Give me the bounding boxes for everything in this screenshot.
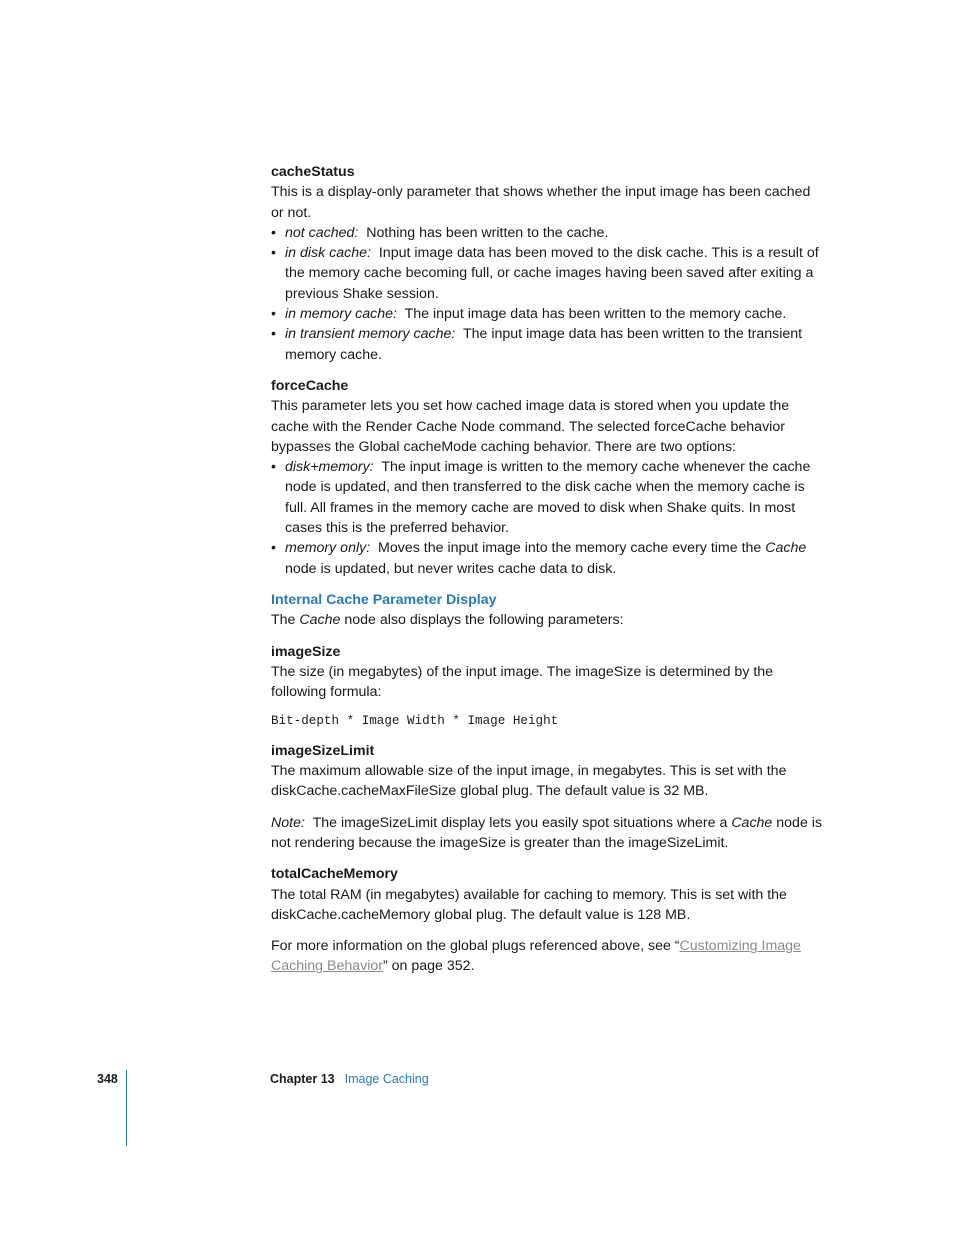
cachestatus-options-list <box>271 223 823 365</box>
chapter-label: Chapter 13 <box>270 1072 335 1086</box>
forcecache-options-list <box>271 457 823 579</box>
footer-chapter <box>270 1072 429 1086</box>
section-heading-forcecache: forceCache <box>271 377 349 394</box>
option-text: The input image data has been written to the memory cache. <box>404 306 787 323</box>
note-paragraph <box>271 813 823 854</box>
more-info-paragraph <box>271 936 823 977</box>
section-body-imagesize: The size (in megabytes) of the input image. The imageSize is determined by the following formula: <box>271 663 774 701</box>
list-item <box>271 243 823 304</box>
section-heading-imagesize: imageSize <box>271 643 341 660</box>
section-body-forcecache: This parameter lets you set how cached image data is stored when you update the cache with the Render Cache Node command. The selected forceCache behavior bypasses the Global cacheMode caching behavior. There are two options: <box>271 398 790 455</box>
option-term: not cached: <box>285 224 359 241</box>
more-info-text: ” on page 352. <box>383 958 475 975</box>
node-name: Cache <box>765 540 807 557</box>
section-body-internal-display <box>271 610 823 630</box>
more-info-text: For more information on the global plugs referenced above, see “ <box>271 938 680 955</box>
chapter-title: Image Caching <box>344 1072 429 1086</box>
option-term: in memory cache: <box>285 306 397 323</box>
body-text: The <box>271 612 296 629</box>
footer-divider <box>126 1070 127 1146</box>
page-number: 348 <box>97 1072 118 1086</box>
section-heading-cachestatus: cacheStatus <box>271 164 355 180</box>
note-text: The imageSizeLimit display lets you easily spot situations where a <box>312 814 728 831</box>
option-text: Moves the input image into the memory cache every time the <box>378 540 762 557</box>
list-item <box>271 538 823 579</box>
list-item <box>271 457 823 538</box>
bullet-icon: • <box>271 224 276 241</box>
section-body-imagesizelimit: The maximum allowable size of the input image, in megabytes. This is set with the diskCache.cacheMaxFileSize global plug. The default value is 32 MB. <box>271 763 787 800</box>
subsection-heading-internal-display: Internal Cache Parameter Display <box>271 591 497 608</box>
note-text: node is not rendering because the imageSize is greater than the imageSizeLimit. <box>271 814 823 851</box>
bullet-icon: • <box>271 326 276 343</box>
list-item <box>271 324 823 365</box>
section-body-totalcachememory: The total RAM (in megabytes) available for caching to memory. This is set with the diskCache.cacheMemory global plug. The default value is 128 MB. <box>271 886 787 923</box>
cross-reference-link[interactable]: Customizing Image Caching Behavior <box>271 938 801 975</box>
note-label: Note: <box>271 814 305 831</box>
bullet-icon: • <box>271 245 276 262</box>
section-heading-imagesizelimit: imageSizeLimit <box>271 742 375 759</box>
page-content <box>271 162 823 977</box>
list-item <box>271 304 823 324</box>
section-body-cachestatus: This is a display-only parameter that shows whether the input image has been cached or not. <box>271 184 811 221</box>
bullet-icon: • <box>271 459 276 476</box>
section-heading-totalcachememory: totalCacheMemory <box>271 866 398 883</box>
bullet-icon: • <box>271 306 276 323</box>
list-item <box>271 223 823 243</box>
option-term: in transient memory cache: <box>285 326 456 343</box>
option-text: Input image data has been moved to the disk cache. This is a result of the memory cache becoming full, or cache images having been saved after exiting a previous Shake session. <box>285 245 819 302</box>
node-name: Cache <box>731 814 773 831</box>
option-text: The input image data has been written to the transient memory cache. <box>285 326 803 363</box>
bullet-icon: • <box>271 540 276 557</box>
option-term: disk+memory: <box>285 459 374 476</box>
formula-code: Bit-depth * Image Width * Image Height <box>271 714 559 729</box>
option-term: memory only: <box>285 540 371 557</box>
option-text: The input image is written to the memory cache whenever the cache node is updated, and then transferred to the disk cache when the memory cache is full. All frames in the memory cache are moved to disk when Shake quits. In most cases this is the preferred behavior. <box>285 459 811 537</box>
option-term: in disk cache: <box>285 245 371 262</box>
option-text: node is updated, but never writes cache data to disk. <box>285 560 617 577</box>
option-text: Nothing has been written to the cache. <box>366 224 609 241</box>
body-text: node also displays the following parameters: <box>344 612 624 629</box>
node-name: Cache <box>299 612 341 629</box>
